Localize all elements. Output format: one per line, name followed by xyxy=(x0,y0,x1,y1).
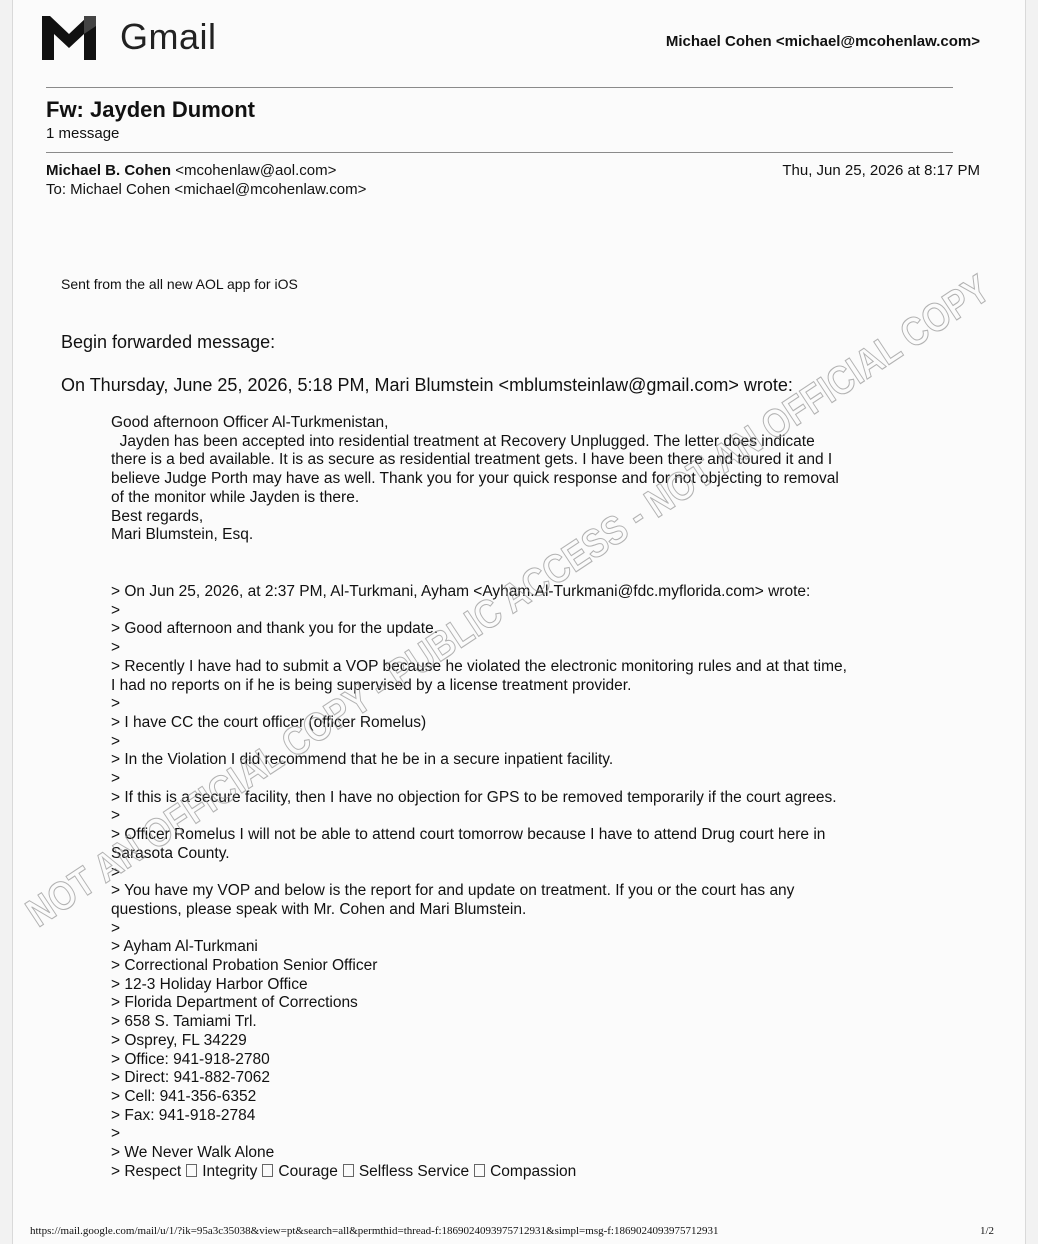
quoted-line: > xyxy=(111,770,121,788)
body-line: Best regards, xyxy=(111,507,204,525)
quoted-line: > xyxy=(111,601,121,619)
body-line: Good afternoon Officer Al-Turkmenistan, xyxy=(111,414,389,431)
gmail-wordmark: Gmail xyxy=(120,16,217,57)
forward-intro: Begin forwarded message: xyxy=(61,332,276,352)
body-line: of the monitor while Jayden is there. xyxy=(111,488,360,506)
value-item: Courage xyxy=(278,1162,338,1180)
quoted-line: > I have CC the court officer (officer Romelus) xyxy=(111,713,427,731)
quoted-line: > On Jun 25, 2026, at 2:37 PM, Al-Turkmani, Ayham <Ayham.Al-Turkmani@fdc.myflorida.com> wrote: xyxy=(111,583,811,600)
quoted-line: > xyxy=(111,1125,121,1143)
sender-line xyxy=(46,162,336,179)
quoted-line: Sarasota County. xyxy=(111,844,230,862)
message-body xyxy=(111,414,901,545)
quoted-line: > 12-3 Holiday Harbor Office xyxy=(111,975,308,993)
quoted-line: > You have my VOP and below is the report for and update on treatment. If you or the court has any xyxy=(111,882,795,900)
missing-glyph-icon xyxy=(343,1164,354,1177)
quoted-line: > 658 S. Tamiami Trl. xyxy=(111,1013,257,1031)
body-line: there is a bed available. It is as secure as residential treatment gets. I have been there and toured it and I xyxy=(111,451,833,469)
header-divider xyxy=(46,87,953,88)
quoted-line: > Cell: 941-356-6352 xyxy=(111,1087,257,1105)
quoted-line: > Ayham Al-Turkmani xyxy=(111,938,258,956)
quoted-line: > xyxy=(111,732,121,750)
account-name: Michael Cohen <michael@mcohenlaw.com> xyxy=(665,33,980,50)
quoted-line: > xyxy=(111,695,121,713)
sent-from-signature: Sent from the all new AOL app for iOS xyxy=(61,276,298,292)
values-prefix: > Respect xyxy=(111,1162,182,1180)
quoted-line: > Osprey, FL 34229 xyxy=(111,1031,247,1049)
message-date: Thu, Jun 25, 2026 at 8:17 PM xyxy=(782,162,980,179)
message-count: 1 message xyxy=(46,125,120,142)
quoted-line: > Direct: 941-882-7062 xyxy=(111,1069,270,1087)
values-line xyxy=(111,1163,911,1182)
quoted-line: > Recently I have had to submit a VOP because he violated the electronic monitoring rules and at that time, xyxy=(111,657,847,675)
quoted-line: > Good afternoon and thank you for the update. xyxy=(111,620,439,638)
quoted-line: > We Never Walk Alone xyxy=(111,1144,275,1162)
body-line: Mari Blumstein, Esq. xyxy=(111,526,254,544)
print-url: https://mail.google.com/mail/u/1/?ik=95a3c35038&view=pt&search=all&permthid=thread-f:1869024093975712931&simpl=msg-f:1869024093975712931 xyxy=(30,1225,719,1237)
quoted-line: > Florida Department of Corrections xyxy=(111,994,358,1012)
value-item: Integrity xyxy=(202,1162,258,1180)
quoted-line: > xyxy=(111,807,121,825)
quoted-line: questions, please speak with Mr. Cohen and Mari Blumstein. xyxy=(111,900,527,918)
value-item: Selfless Service xyxy=(358,1162,470,1180)
quoted-line: > Fax: 941-918-2784 xyxy=(111,1106,256,1124)
forward-attribution: On Thursday, June 25, 2026, 5:18 PM, Mari Blumstein <mblumsteinlaw@gmail.com> wrote: xyxy=(61,375,793,395)
subject-divider xyxy=(46,152,953,153)
value-item: Compassion xyxy=(490,1162,577,1180)
quoted-line: > xyxy=(111,639,121,657)
sender-name: Michael B. Cohen xyxy=(46,162,172,179)
sender-email: <mcohenlaw@aol.com> xyxy=(175,162,337,179)
body-line: Jayden has been accepted into residential treatment at Recovery Unplugged. The letter does indicate xyxy=(111,432,815,450)
quoted-line: > Correctional Probation Senior Officer xyxy=(111,957,378,975)
missing-glyph-icon xyxy=(262,1164,273,1177)
missing-glyph-icon xyxy=(474,1164,485,1177)
recipient-line: To: Michael Cohen <michael@mcohenlaw.com> xyxy=(46,181,367,198)
gmail-m-icon xyxy=(40,12,98,62)
quoted-line: > Officer Romelus I will not be able to attend court tomorrow because I have to attend Drug court here in xyxy=(111,826,826,844)
body-line: believe Judge Porth may have as well. Thank you for your quick response and for not objecting to removal xyxy=(111,470,839,488)
quoted-line: I had no reports on if he is being supervised by a license treatment provider. xyxy=(111,676,632,694)
quoted-line: > xyxy=(111,863,121,881)
email-subject: Fw: Jayden Dumont xyxy=(46,97,256,122)
page-number: 1/2 xyxy=(979,1225,994,1237)
quoted-line: > Office: 941-918-2780 xyxy=(111,1050,270,1068)
quoted-line: > If this is a secure facility, then I have no objection for GPS to be removed temporarily if the court agrees. xyxy=(111,788,837,806)
quoted-line: > xyxy=(111,919,121,937)
quoted-message xyxy=(111,583,911,1182)
gmail-logo xyxy=(40,12,217,62)
quoted-line: > In the Violation I did recommend that he be in a secure inpatient facility. xyxy=(111,751,614,769)
missing-glyph-icon xyxy=(186,1164,197,1177)
